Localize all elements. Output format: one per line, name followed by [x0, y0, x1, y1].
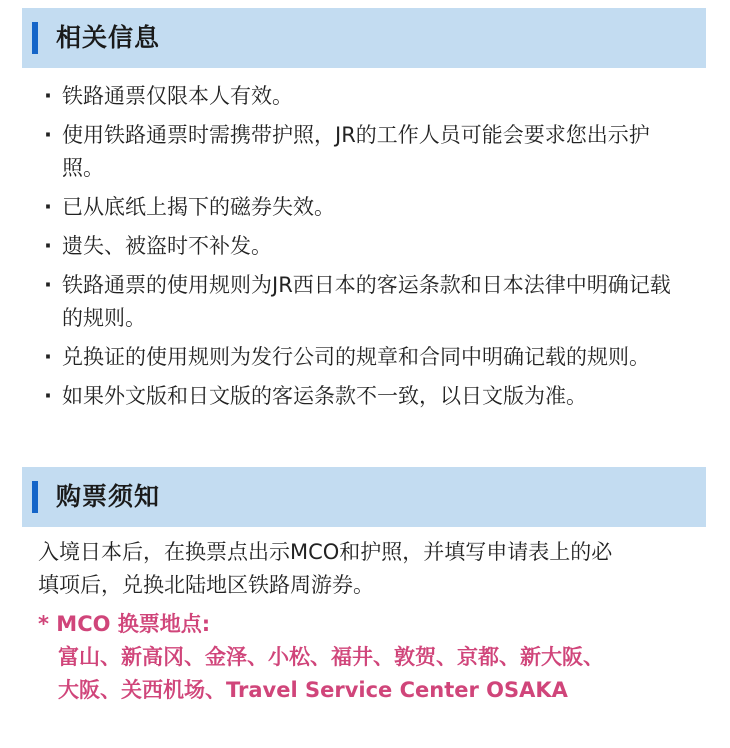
list-item-text: 兑换证的使用规则为发行公司的规章和合同中明确记载的规则。 — [62, 345, 650, 369]
list-item — [40, 191, 690, 224]
related-info-list — [40, 80, 690, 419]
list-item-text: 使用铁路通票时需携带护照，JR的工作人员可能会要求您出示护照。 — [62, 123, 650, 180]
mco-exchange-locations: 富山、新高冈、金泽、小松、福井、敦贺、京都、新大阪、大阪、关西机场、Travel Service Center OSAKA — [58, 645, 604, 702]
list-item-text: 铁路通票的使用规则为JR西日本的客运条款和日本法律中明确记载的规则。 — [62, 273, 671, 330]
purchase-intro-text: 入境日本后，在换票点出示MCO和护照，并填写申请表上的必填项后，兑换北陆地区铁路周游券。 — [38, 540, 613, 597]
bullet-dot-icon: · — [44, 84, 52, 108]
bullet-dot-icon: · — [44, 234, 52, 258]
list-item-text: 铁路通票仅限本人有效。 — [62, 84, 293, 108]
list-item — [40, 119, 690, 185]
section-title: 相关信息 — [56, 23, 161, 52]
list-item-text: 已从底纸上揭下的磁券失效。 — [62, 195, 335, 219]
bullet-dot-icon: · — [44, 123, 52, 147]
list-item — [40, 380, 690, 413]
section-header-purchase-notes — [22, 467, 706, 527]
list-item — [40, 341, 690, 374]
section-title: 购票须知 — [56, 482, 161, 511]
bullet-dot-icon: · — [44, 384, 52, 408]
bullet-dot-icon: · — [44, 195, 52, 219]
mco-exchange-heading: * MCO 换票地点: — [38, 612, 211, 636]
list-item — [40, 269, 690, 335]
bullet-dot-icon: · — [44, 273, 52, 297]
section-header-related-info — [22, 8, 706, 68]
list-item — [40, 80, 690, 113]
section-accent-bar — [32, 22, 38, 54]
section-accent-bar — [32, 481, 38, 513]
list-item — [40, 230, 690, 263]
list-item-text: 如果外文版和日文版的客运条款不一致，以日文版为准。 — [62, 384, 587, 408]
list-item-text: 遗失、被盗时不补发。 — [62, 234, 272, 258]
bullet-dot-icon: · — [44, 345, 52, 369]
